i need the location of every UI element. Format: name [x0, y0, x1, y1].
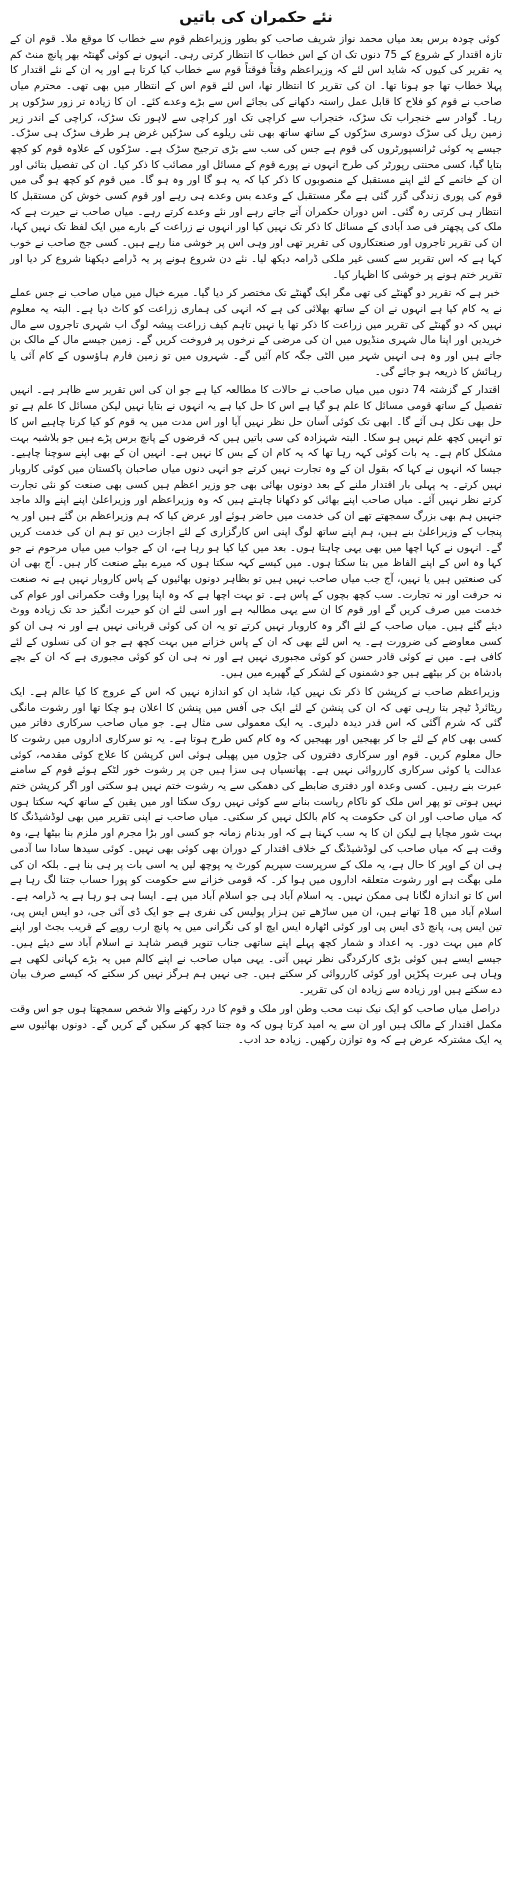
- article-title: نئے حکمران کی باتیں: [179, 8, 333, 26]
- article-paragraph-3: اقتدار کے گزشتہ 74 دنوں میں میاں صاحب نے حالات کا مطالعہ کیا ہے جو ان کی اس تقریر سے ظاہر ہے۔ انہیں تفصیل کے ساتھ قومی مسائل کا علم ہو گیا ہے اس کا حل کیا ہے یہ انہوں نے بتایا نہیں لیکن مسائل کا علم ہے تو حل بھی نکل ہی آئے گا۔ ابھی تک کوئی آسان حل نظر نہیں آیا اور اس مدت میں یہ قوم کو کیا کرنا چاہیے اس کا تو انہیں کچھ علم نہیں ہو سکا۔ البتہ شہزادہ کی سی باتیں ہیں کہ قرضوں کے پانچ برس پڑے ہیں جو بلاشبہ بہت مشکل کام ہے۔ یہ بات کوئی کہہ رہا تھا کہ یہ کام ان کے بس کا نہیں ہے۔ انہیں ان کے بھی اپنے سوچنا چاہیے۔ جیسا کہ انہوں نے کہا کہ بقول ان کے وہ تجارت نہیں کرتے جو انہی دنوں میاں صاحبان پاکستان میں کوئی کاروبار نہیں کرتے۔ یہ پہلی بار اقتدار ملنے کے بعد دونوں بھائی بھی جو وزیر اعظم ہیں کسی بھی صنعت کو نئی تجارت کرتے نظر نہیں آئے۔ میاں صاحب اپنے بھائی کو دکھانا چاہتے ہیں کہ وہ وزیراعظم اور وزیراعلیٰ اپنے اپنے والد ماجد جنہیں ہم بھی بزرگ سمجھتے تھے ان کی خدمت میں حاضر ہوئے اور عرض کیا کہ ہم وزیراعظم بن گئے ہیں اور یہ پنجاب کے وزیراعلیٰ بنے ہیں، ہم اپنے ساتھ لوگ اپنی اس کارگزاری کے لئے اجازت دیں تو ہم ان کی خدمت کریں گے۔ انہوں نے کہا اچھا میں بھی یہی چاہتا ہوں۔ بعد میں کیا کیا ہو رہا ہے، ان کے جواب میں میاں مرحوم نے جو کہا وہ اس کے اپنے الفاظ میں بتا سکتا ہوں۔ میں کیسے کہہ سکتا ہوں کہ میرے بیٹے صنعت کار ہیں۔ آج بھی ان کی صنعتیں ہیں یا نہیں، آج جب میاں صاحب نہیں ہیں تو بظاہر دونوں بھائیوں کے پاس کاروبار نہیں ہے نہ صنعت نہ حرفت اور نہ تجارت۔ سب کچھ بچوں کے پاس ہے۔ تو بہت اچھا ہے کہ وہ اپنا پورا وقت حکمرانی اور عوام کی خدمت میں صرف کریں گے اور قوم کا ان سے یہی مطالبہ ہے اور اسی لئے ان کو حیرت انگیز حد تک زیادہ ووٹ دیئے گئے ہیں۔ میاں صاحب کے لئے اگر وہ کاروبار نہیں کرتے تو یہ ان کی کوئی قربانی نہیں ہے اور نہ ہی ان کو کسی معاوضے کی ضرورت ہے۔ یہ اس لئے بھی کہ ان کے پاس خزانے میں بہت کچھ ہے جو ان کی نسلوں کے لئے کافی ہے۔ میں نے کوئی قادر حسن کو کوئی مجبوری نہیں ہے اور نہ ہی ان کو کوئی مجبوری ہے کہ ان کے بچے بادشاہ بن کر بیٹھے ہیں جو دشمنوں کے لشکر کے گھیرے میں ہیں۔: [10, 384, 502, 680]
- article-paragraph-5: دراصل میاں صاحب کو ایک نیک نیت محب وطن اور ملک و قوم کا درد رکھنے والا شخص سمجھتا ہوں جو اس وقت مکمل اقتدار کے مالک ہیں اور ان سے یہ امید کرتا ہوں کہ وہ جتنا کچھ کر سکیں گے کریں گے۔ دونوں بھائیوں سے یہ ایک مشترکہ عرض ہے کہ وہ توازن رکھیں۔ زیادہ حد ادب۔: [10, 1002, 502, 1047]
- article-paragraph-1: کوئی چودہ برس بعد میاں محمد نواز شریف صاحب کو بطور وزیراعظم قوم سے خطاب کا موقع ملا۔ قوم ان کے تازہ اقتدار کے شروع کے 75 دنوں تک ان کے اس خطاب کا انتظار کرتی رہی۔ انہوں نے کوئی گھنٹہ بھر پانچ منٹ کم یہ تقریر کی کیوں کہ شاید اس لئے کہ وزیراعظم وقتاً فوقتاً قوم سے خطاب کیا کرتا ہے اور یہ ان کے نئے اقتدار کا پہلا خطاب تھا جو ہونا تھا۔ ان کی تقریر کا انتظار تھا، اس لئے قوم اس کے انتظار میں بھی تھی۔ محترم میاں صاحب نے قوم کو فلاح کا قابل عمل راستہ دکھانے کی بجائے اس سے بڑے وعدے کئے۔ ان کا زیادہ تر زور سڑکوں پر رہا۔ گوادر سے خنجراب تک سڑک، خنجراب سے کراچی تک اور کراچی سے لاہور تک سڑک، کراچی کے اندر زیر زمین ریل کی سڑک دوسری سڑکوں کے ساتھ ساتھ بھی نئی ریلوے کی سڑکیں غرض ہر طرف سڑک ہی سڑک۔ جیسے یہ کوئی ٹرانسپورٹروں کی قوم ہے جس کی سب سے بڑی ترجیح سڑک ہے۔ سڑکوں کے علاوہ قوم کو کچھ بتایا گیا، کسی محنتی رپورٹر کی طرح انہوں نے پورے قوم کے مسائل اور مصائب کا ذکر کیا۔ ان کی تفصیل بتائی اور ان کے خاتمے کے لئے اپنے مستقبل کے منصوبوں کا ذکر کیا کہ یہ ہو گا اور وہ ہو گا۔ میں قوم کو کچھ ہو گی میں قوم کی پوری زندگی گزر گئی ہے مگر مستقبل کے وعدے بس وعدے ہی رہے اور قوم کسی خوش کن مستقبل کا انتظار ہی کرتی رہ گئی۔ اس دوران حکمران آتے جاتے رہے اور نئے وعدے کرتے رہے۔ میاں صاحب نے حیرت ہے کہ ملک کی پچھتر فی صد آبادی کے مسائل کا ذکر تک نہیں کیا اور انہوں نے زراعت کے بارے میں ایک لفظ تک نہیں کہا، ان کی تقریر تاجروں اور صنعتکاروں کی تقریر تھی اور وہی اس پر خوشی منا رہے ہیں۔ کسی جج صاحب نے خوب کہا ہے کہ اس تقریر سے کسی غیر ملکی ڈرامہ دیکھ لیا۔ نئے دن شروع ہونے پر یہ ڈرامے دیکھنا شروع کر دیا اور تقریر ختم ہونے پر خوشی کا اظہار کیا۔: [10, 33, 502, 281]
- article-paragraph-2: خبر ہے کہ تقریر دو گھنٹے کی تھی مگر ایک گھنٹے تک مختصر کر دیا گیا۔ میرے خیال میں میاں صاحب نے جس عملے نے یہ کام کیا ہے انہوں نے ان کے ساتھ بھلائی کی ہے کہ انہی کی ہماری زراعت کو کاٹ دیا ہے۔ البتہ یہ معلوم نہیں کہ دو گھنٹے کی تقریر میں زراعت کا ذکر تھا یا نہیں تاہم کیف زراعت پیشہ لوگ اب شہری تاجروں سے مال خریدیں اور اپنا مال شہری منڈیوں میں ان کی مرضی کے نرخوں پر فروخت کریں گے۔ زمین جیسے مال کے مالک بن جاتے ہیں اور وہ ہی انہیں شہر میں الٹی جگہ کام آئیں گے۔ شہروں میں تو زمین فارم ہاؤسوں کے کام آئی یا رہائش کا ذریعہ ہو جائے گی۔: [10, 287, 502, 378]
- article-paragraph-4: وزیراعظم صاحب نے کرپشن کا ذکر تک نہیں کیا، شاید ان کو اندازہ نہیں کہ اس کے عروج کا کیا عالم ہے۔ ایک ریٹائرڈ ٹیچر بتا رہی تھی کہ ان کی پنشن کے لئے ایک جی آفس میں پنشن کا اعلان ہو چکا تھا اور رشوت مانگی گئی کہ شرم آگئی کہ اس قدر دیدہ دلیری۔ یہ ایک معمولی سی مثال ہے۔ جو میاں صاحب سرکاری دفاتر میں کسی بھی کام کے لئے جا کر بھیجیں اور بھیجیں کہ وہ کام کس طرح ہوتا ہے۔ یہ تو سرکاری اداروں میں رشوت کا حال معلوم کریں۔ قوم اور سرکاری دفتروں کی جڑوں میں پھیلی ہوئی اس کرپشن کا علاج کوئی مقدمہ، کوئی عدالت یا کوئی سرکاری کارروائی نہیں ہے۔ پھانسیاں ہی سزا ہیں جن پر رشوت خور لٹکے ہوئے قوم کے سامنے عبرت بنے رہیں۔ کسی وعدہ اور دفتری ضابطے کی دھمکی سے یہ رشوت ختم نہیں ہو سکتی اور اگر کرپشن ختم نہیں ہوتی تو پھر اس ملک کو ناکام ریاست بنانے سے کوئی نہیں روک سکتا اور میں یقین کے ساتھ کہہ سکتا ہوں کہ میاں صاحب اور ان کی حکومت یہ کام بالکل نہیں کر سکتی۔ میاں صاحب نے اپنی تقریر میں بھی لوڈشیڈنگ کا بہت شور مچایا ہے لیکن ان کا یہ سب کہنا ہے کہ اور بدنام زمانہ جو کسی اور بڑا مجرم اور ملزم بنا بیٹھا ہے، وہ وقت ہے کہ میاں صاحب کی لوڈشیڈنگ کے خلاف اقتدار کے دوران بھی کوئی بھی نہیں۔ کوئی سیدھا سادا سا آدمی ہی ان کے اوپر کا حال ہے، یہ ملک کے سرپرست سپریم کورٹ یہ پوچھ لیں یہ اسی بات پر ہی بنا ہے۔ بلکہ ان کی ملی بھگت ہے اور رشوت متعلقہ اداروں میں ہوا کر۔ کہ قومی خزانے سے حکومت کو پورا حساب جتنا لگ رہا ہے اس کا تو اندازہ لگانا ہی ممکن نہیں۔ یہ اسلام آباد ہی جو اسلام آباد میں ہے۔ ایسا ہی ہو رہا ہے یہ ڈرامہ ہے۔ اسلام آباد میں 18 تھانے ہیں، ان میں ساڑھے تین ہزار پولیس کی نفری ہے جو ایک ڈی آئی جی، دو ایس ایس پی، تین ایس پی، پانچ ڈی ایس پی اور کوئی اٹھارہ ایس ایچ او کی نگرانی میں یہ پانچ ارب روپے کے قریب بجٹ اور اپنے کام میں بہت دور۔ یہ اعداد و شمار کچھ پہلے اپنے ساتھی جناب تنویر قیصر شاہد نے اسلام آباد سے دیئے ہیں۔ جیسے ایسے ہیں کوئی بڑی کارکردگی نظر نہیں آتی۔ یہی میاں صاحب نے اپنے کالم میں یہ بڑے کہانی لکھی ہے وہاں ہی عبرت پکڑیں اور کوئی کارروائی کر سکتے ہیں۔ جی نہیں ہم ہرگز نہیں کر سکتے کہ کیسے صرف بیان دے سکتے ہیں اور زیادہ سے زیادہ ان کی تقریر۔: [10, 685, 502, 997]
